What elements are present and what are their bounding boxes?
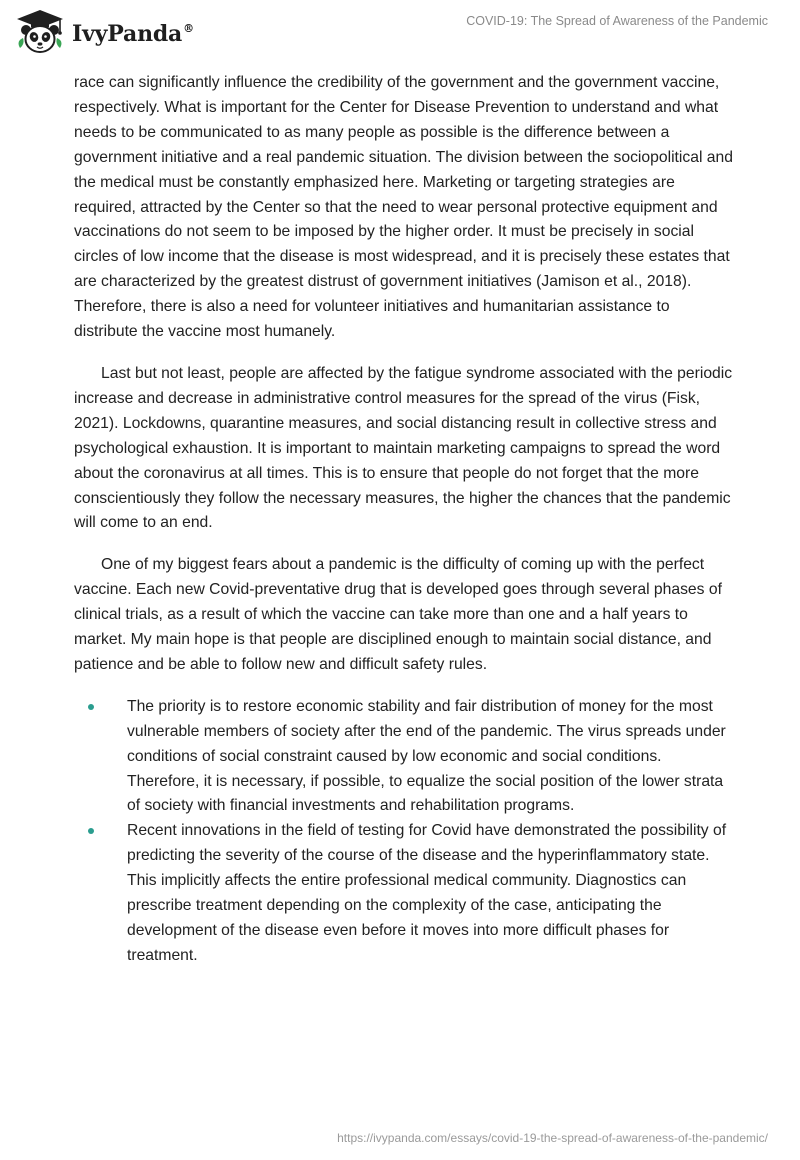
essay-body	[74, 71, 734, 969]
bullet-list	[74, 695, 734, 969]
document-title: COVID-19: The Spread of Awareness of the Pandemic	[466, 14, 768, 28]
bullet-icon	[88, 828, 94, 834]
bullet-icon	[88, 704, 94, 710]
list-item-text: The priority is to restore economic stability and fair distribution of money for the most vulnerable members of society after the end of the pandemic. The virus spreads under conditions of social constraint caused by low economic and social conditions. Therefore, it is necessary, if possible, to equalize the social position of the lower strata of society with financial investments and rehabilitation programs.	[127, 697, 726, 815]
panda-graduation-cap-icon	[14, 8, 66, 56]
paragraph: One of my biggest fears about a pandemic is the difficulty of coming up with the perfect vaccine. Each new Covid-preventative drug that is developed goes through several phases of clinical trials, as a result of which the vaccine can take more than one and a half years to market. My main hope is that people are disciplined enough to maintain social distance, and patience and be able to follow new and difficult safety rules.	[74, 556, 722, 673]
list-item	[74, 819, 734, 968]
paragraph: Last but not least, people are affected by the fatigue syndrome associated with the periodic increase and decrease in administrative control measures for the spread of the virus (Fisk, 2021). Lockdowns, quarantine measures, and social distancing result in collective stress and psychological exhaustion. It is important to maintain marketing campaigns to spread the word about the coronavirus at all times. This is to ensure that people do not forget that the more conscientiously they follow the necessary measures, the higher the chances that the pandemic will come to an end.	[74, 364, 733, 532]
list-item	[74, 695, 734, 820]
brand-logo[interactable]	[14, 8, 194, 56]
paragraph: race can significantly influence the credibility of the government and the government vaccine, respectively. What is important for the Center for Disease Prevention to understand and what needs to be communicated to as many people as possible is the difference between a government initiative and a real pandemic situation. The division between the sociopolitical and the medical must be constantly emphasized here. Marketing or targeting strategies are required, attracted by the Center so that the need to wear personal protective equipment and vaccinations do not seem to be imposed by the higher order. It must be precisely in social circles of low income that the disease is most widespread, and it is precisely these estates that are characterized by the greatest distrust of government initiatives (Jamison et al., 2018). Therefore, there is also a need for volunteer initiatives and humanitarian assistance to distribute the vaccine most humanely.	[74, 74, 733, 341]
brand-name: IvyPanda®	[72, 21, 194, 47]
list-item-text: Recent innovations in the field of testing for Covid have demonstrated the possibility of predicting the severity of the course of the disease and the hyperinflammatory state. This implicitly affects the entire professional medical community. Diagnostics can prescribe treatment depending on the complexity of the case, anticipating the development of the disease even before it moves into more difficult phases for treatment.	[127, 822, 727, 964]
page-header	[0, 0, 800, 70]
source-url-link[interactable]: https://ivypanda.com/essays/covid-19-the-spread-of-awareness-of-the-pandemic/	[337, 1131, 768, 1145]
